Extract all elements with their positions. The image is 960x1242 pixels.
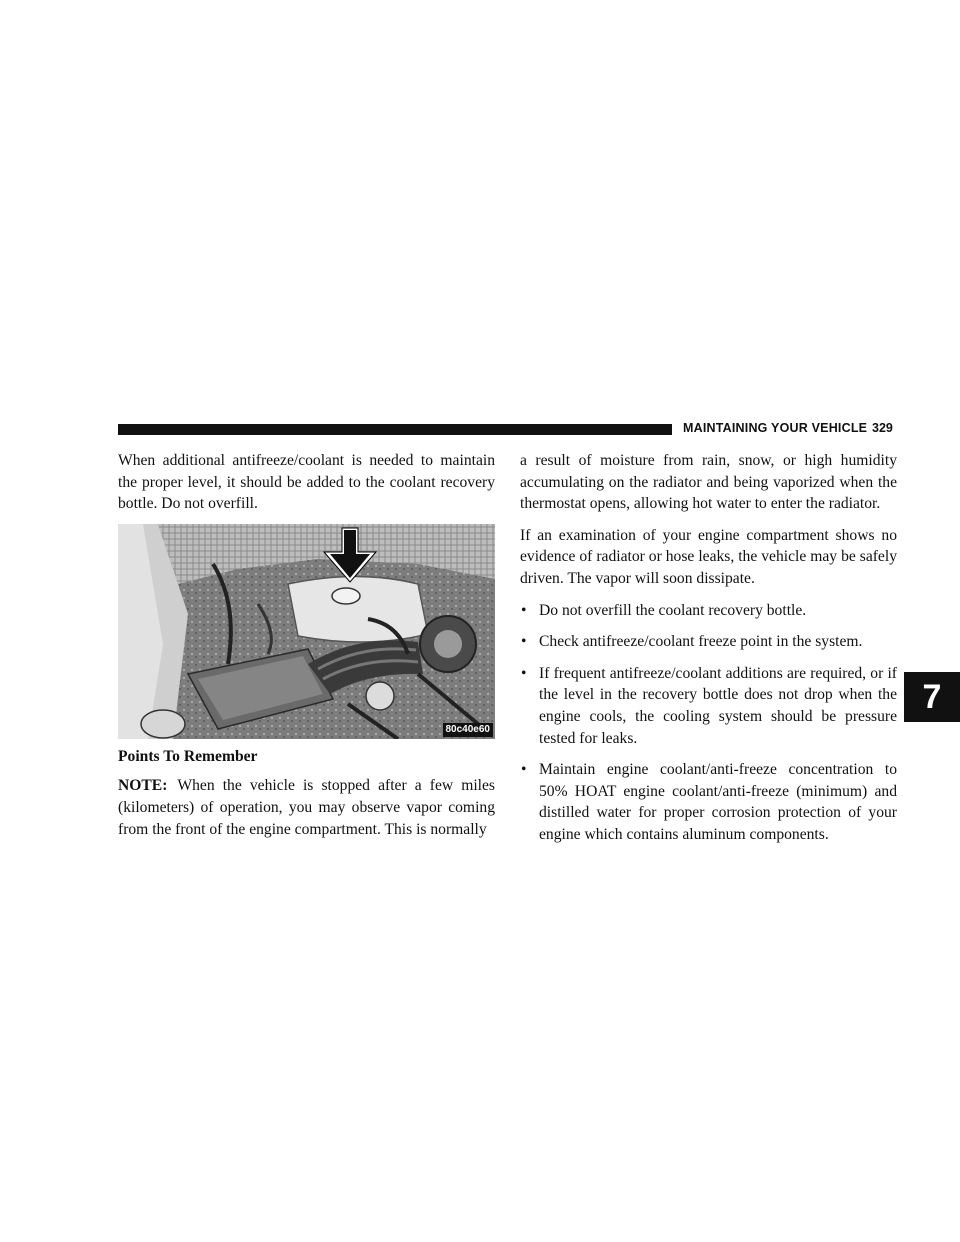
continuation-paragraph: a result of moisture from rain, snow, or high humidity accumulating on the radiator and being vaporized when the thermostat opens, allowing hot water to enter the radiator. [520,452,897,513]
bullet-icon: • [521,664,527,682]
engine-compartment-photo [118,524,495,739]
bullet-icon: • [521,761,527,779]
note-label: NOTE: [118,777,168,795]
note-text: When the vehicle is stopped after a few miles (kilometers) of operation, you may observe vapor coming from the front of the engine compartment. This is normally [118,777,495,838]
list-item: • Maintain engine coolant/anti-freeze concentration to 50% HOAT engine coolant/anti-freeze (minimum) and distilled water for proper corrosion protection of your engine which contains aluminum components. [521,761,897,843]
page-number: 329 [872,421,893,435]
right-column [520,450,897,846]
bullet-icon: • [521,633,527,651]
section-title: MAINTAINING YOUR VEHICLE [683,421,868,435]
bullet-list [520,600,897,846]
engine-illustration [118,524,495,739]
intro-paragraph: When additional antifreeze/coolant is needed to maintain the proper level, it should be added to the coolant recovery bottle. Do not overfill. [118,452,495,513]
list-item: • Do not overfill the coolant recovery bottle. [520,600,897,622]
list-item: • If frequent antifreeze/coolant additions are required, or if the level in the recovery bottle does not drop when the engine cools, the cooling system should be pressure tested for leaks. [521,664,897,747]
inspection-paragraph: If an examination of your engine compartment shows no evidence of radiator or hose leaks, the vehicle may be safely driven. The vapor will soon dissipate. [520,526,897,587]
header-rule [118,424,672,435]
bullet-icon: • [521,601,527,619]
list-item: • Check antifreeze/coolant freeze point in the system. [520,631,897,653]
note-paragraph [118,775,495,840]
left-column [118,450,495,840]
figure-code: 80c40e60 [443,723,494,737]
chapter-tab: 7 [904,672,960,722]
subheading: Points To Remember [118,747,258,765]
